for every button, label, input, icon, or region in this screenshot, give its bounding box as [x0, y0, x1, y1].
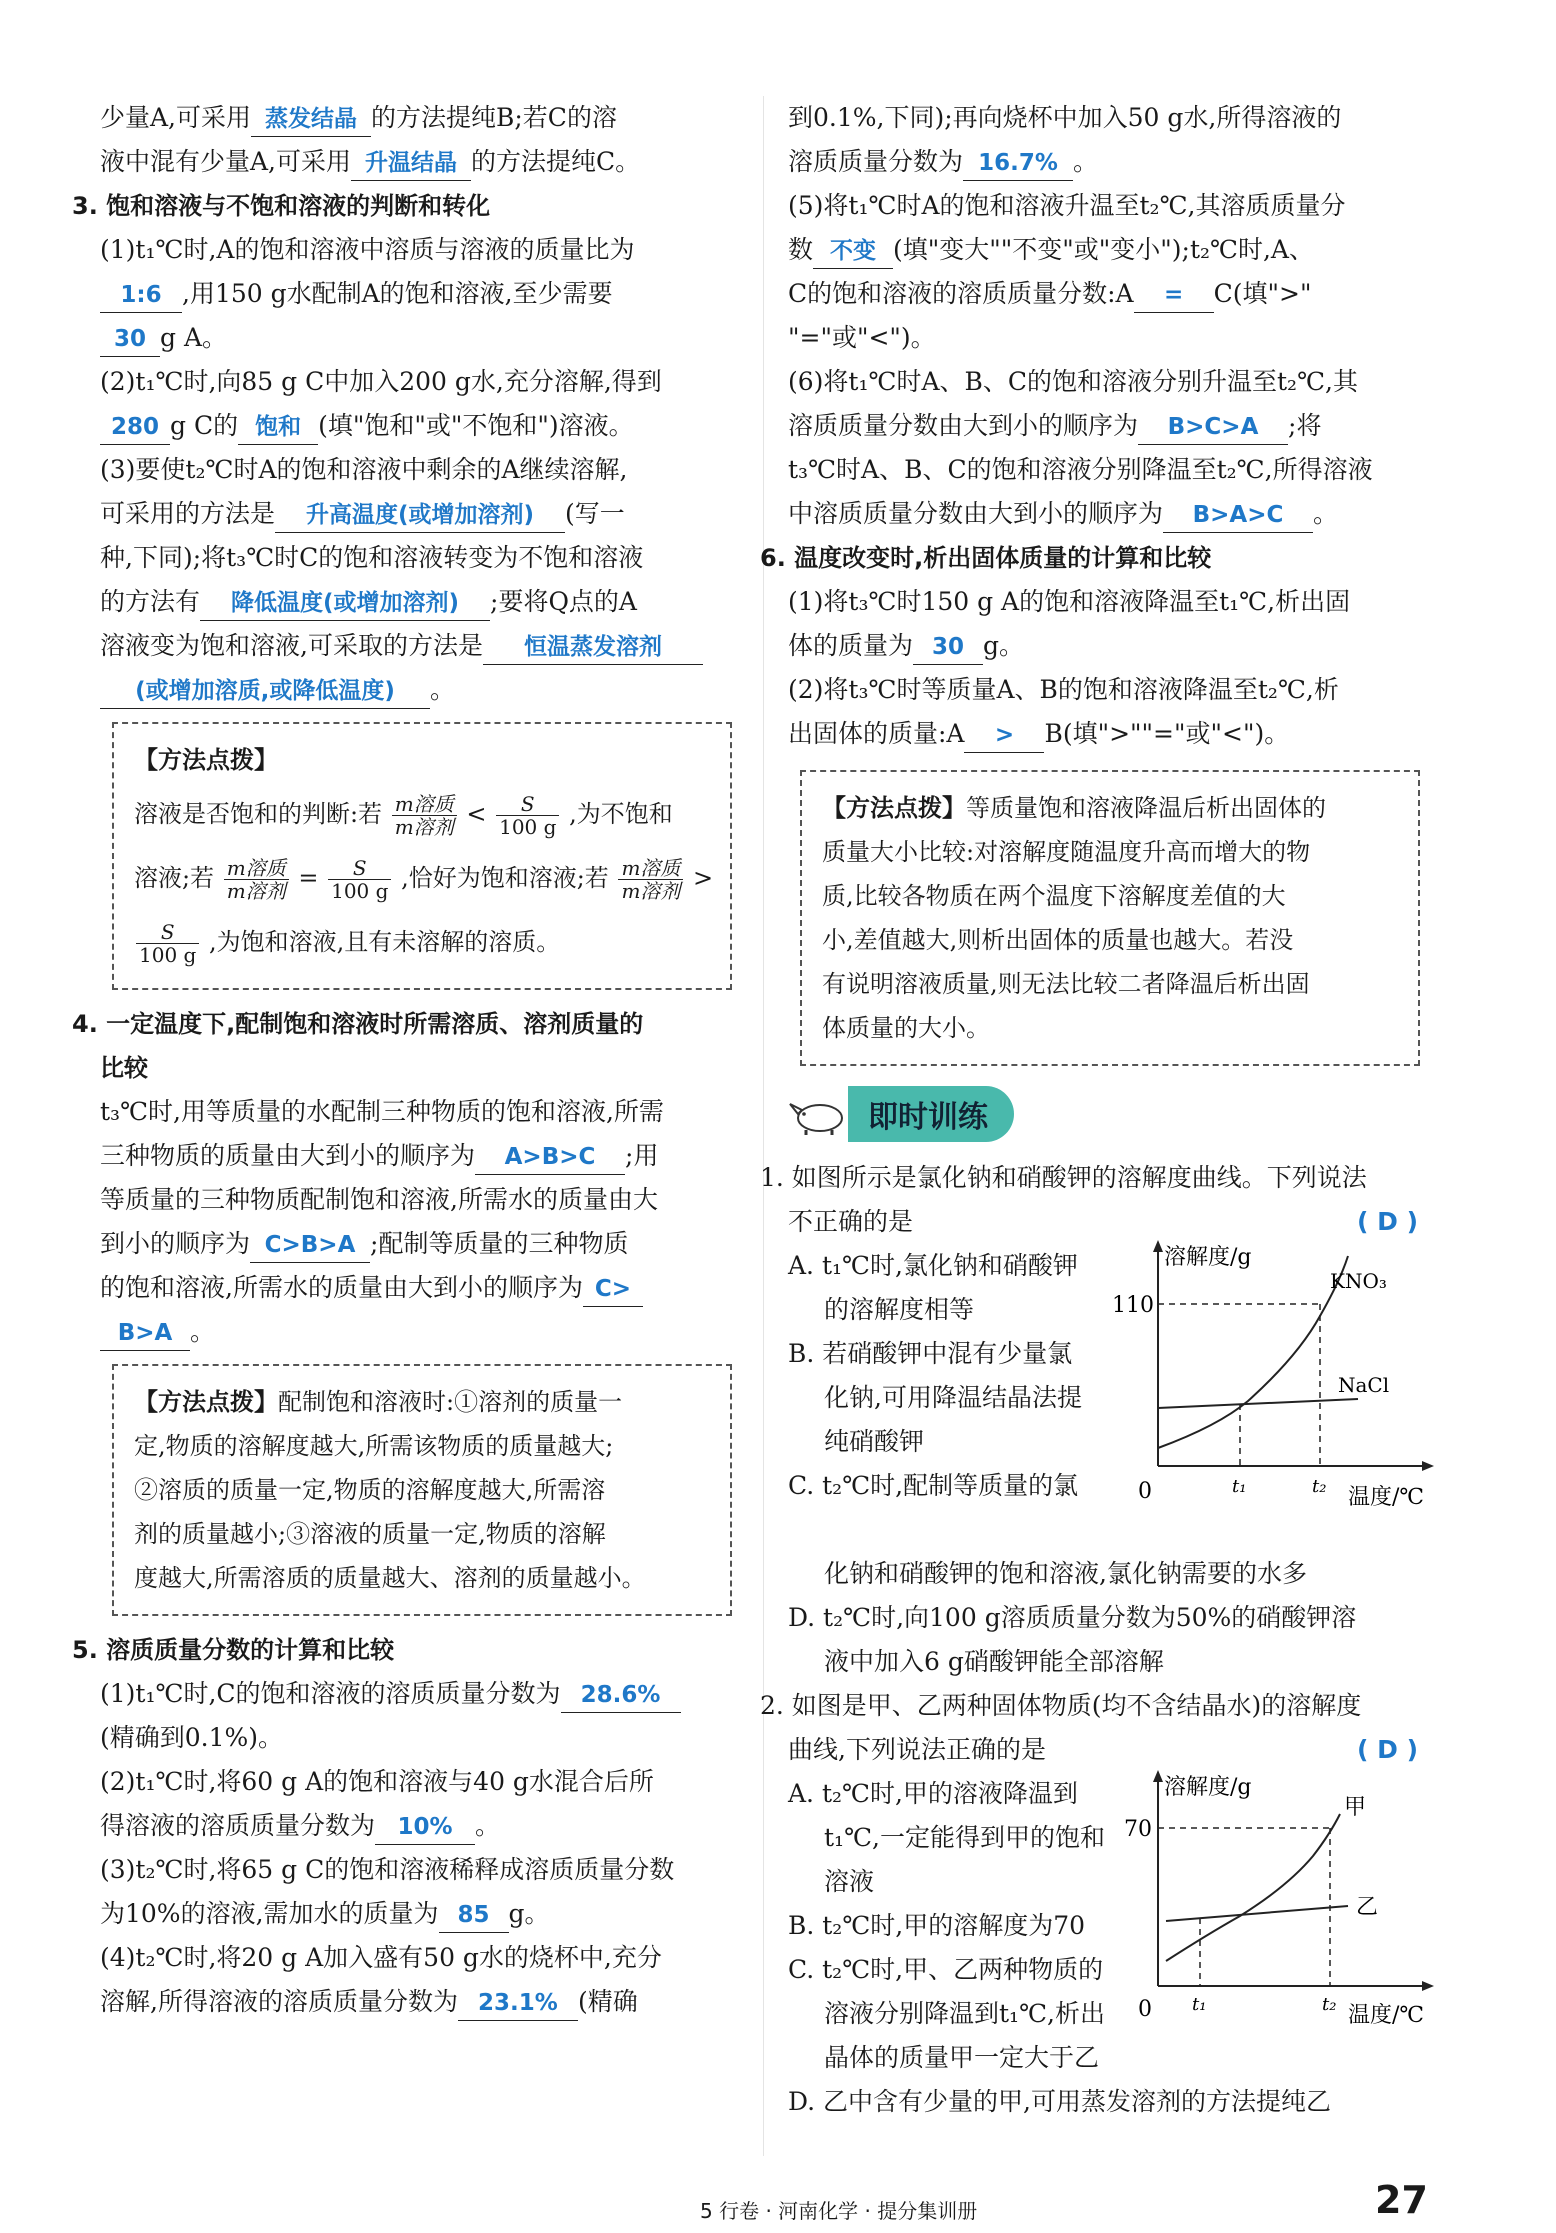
- answer-blank: B>A>C: [1163, 498, 1313, 533]
- yi-label: 乙: [1356, 1895, 1379, 1920]
- text-line: [788, 228, 1428, 272]
- question-2-options-graph: [788, 1772, 1428, 2036]
- text: ,用150 g水配制A的饱和溶液,至少需要: [182, 279, 613, 308]
- answer-blank: 降低温度(或增加溶剂): [200, 586, 490, 621]
- solubility-graph-jia-yi: [1108, 1766, 1438, 2036]
- answer-blank: 恒温蒸发溶剂: [483, 630, 703, 665]
- text: 得溶液的溶质质量分数为: [100, 1811, 376, 1840]
- text: 到小的顺序为: [100, 1229, 251, 1258]
- tip-label: 【方法点拨】: [822, 794, 966, 822]
- text-line: t₃℃时A、B、C的饱和溶液分别降温至t₂℃,所得溶液: [788, 455, 1373, 484]
- fraction: [392, 793, 457, 838]
- method-tip-box: [112, 1364, 732, 1616]
- text: g。: [508, 1899, 550, 1928]
- section-heading-6: 6. 温度改变时,析出固体质量的计算和比较: [760, 544, 1212, 572]
- answer-choice: ( D ): [1356, 1207, 1418, 1236]
- option-b: B. 若硝酸钾中混有少量氯: [788, 1339, 1073, 1368]
- option-d-cont: 液中加入6 g硝酸钾能全部溶解: [824, 1647, 1164, 1676]
- text-line: 等质量的三种物质配制饱和溶液,所需水的质量由大: [100, 1185, 658, 1214]
- text-line: [100, 1892, 740, 1936]
- text: ,为不饱和: [569, 800, 673, 828]
- numerator: m溶质: [392, 793, 457, 816]
- answer-blank: 30: [100, 322, 160, 357]
- text-line: [100, 1222, 740, 1266]
- text-line: [100, 1266, 740, 1310]
- text-line: [100, 404, 740, 448]
- option-a-cont: 的溶解度相等: [824, 1295, 975, 1324]
- option-c: C. t₂℃时,配制等质量的氯: [788, 1471, 1079, 1500]
- answer-blank: (或增加溶质,或降低温度): [100, 674, 430, 709]
- answer-blank: 10%: [375, 1810, 475, 1845]
- option-b-cont: 化钠,可用降温结晶法提: [824, 1383, 1082, 1412]
- text-line: (2)将t₃℃时等质量A、B的饱和溶液降温至t₂℃,析: [788, 675, 1339, 704]
- text-line: (3)t₂℃时,将65 g C的饱和溶液稀释成溶质质量分数: [100, 1855, 675, 1884]
- text: 。: [1313, 499, 1339, 528]
- x-tick-t2: t₂: [1322, 1994, 1337, 2015]
- text: 。: [1073, 147, 1099, 176]
- text-line: (1)将t₃℃时150 g A的饱和溶液降温至t₁℃,析出固: [788, 587, 1351, 616]
- text: 溶质质量分数为: [788, 147, 964, 176]
- text: 可采用的方法是: [100, 499, 276, 528]
- right-column: [760, 96, 1428, 2124]
- text-line: [788, 404, 1428, 448]
- text: 的饱和溶液,所需水的质量由大到小的顺序为: [100, 1273, 583, 1302]
- text-line: (精确到0.1%)。: [100, 1723, 284, 1752]
- text-line: (2)t₁℃时,将60 g A的饱和溶液与40 g水混合后所: [100, 1767, 654, 1796]
- text: 配制饱和溶液时:①溶剂的质量一: [278, 1388, 623, 1416]
- y-axis-label: 溶解度/g: [1164, 1245, 1252, 1270]
- text-line: [788, 492, 1428, 536]
- text: 。: [475, 1811, 501, 1840]
- text: C(填">": [1213, 279, 1312, 308]
- numerator: S: [136, 921, 199, 944]
- option-a: A. t₂℃时,甲的溶液降温到: [788, 1779, 1078, 1808]
- method-tip-box: [112, 722, 732, 990]
- text: (精确: [577, 1987, 638, 2016]
- answer-blank: >: [964, 718, 1044, 753]
- tip-line: [134, 846, 714, 910]
- numerator: S: [328, 857, 391, 880]
- text-line: [100, 96, 740, 140]
- option-c-cont: 溶液分别降温到t₁℃,析出: [824, 1999, 1105, 2028]
- tip-line: 质量大小比较:对溶解度随温度升高而增大的物: [822, 838, 1311, 866]
- tip-line: 剂的质量越小;③溶液的质量一定,物质的溶解: [134, 1520, 606, 1548]
- answer-blank: 饱和: [238, 410, 318, 445]
- text-line: [100, 1804, 740, 1848]
- question-1-stem: 1. 如图所示是氯化钠和硝酸钾的溶解度曲线。下列说法: [760, 1163, 1367, 1192]
- section-heading-4-cont: 比较: [100, 1054, 148, 1082]
- question-2-stem: 2. 如图是甲、乙两种固体物质(均不含结晶水)的溶解度: [760, 1691, 1362, 1720]
- answer-blank: 1:6: [100, 278, 182, 313]
- tip-line: 度越大,所需溶质的质量越大、溶剂的质量越小。: [134, 1564, 646, 1592]
- answer-blank: 升高温度(或增加溶剂): [275, 498, 565, 533]
- answer-blank: B>A: [100, 1316, 190, 1351]
- y-axis-arrow: [1153, 1240, 1163, 1252]
- text: 溶液变为饱和溶液,可采取的方法是: [100, 631, 483, 660]
- x-tick-t1: t₁: [1232, 1476, 1247, 1497]
- option-c-cont: 化钠和硝酸钾的饱和溶液,氯化钠需要的水多: [824, 1559, 1307, 1588]
- origin-label: 0: [1138, 1997, 1152, 2022]
- answer-blank: 28.6%: [561, 1678, 681, 1713]
- y-axis-arrow: [1153, 1770, 1163, 1782]
- text: (填"饱和"或"不饱和")溶液。: [318, 411, 634, 440]
- text-line: [788, 624, 1428, 668]
- text-line: [100, 1980, 740, 2024]
- tip-line: 小,差值越大,则析出固体的质量也越大。若没: [822, 926, 1294, 954]
- tip-line: 定,物质的溶解度越大,所需该物质的质量越大;: [134, 1432, 614, 1460]
- fraction: [496, 793, 559, 838]
- text-line: [100, 1134, 740, 1178]
- option-d: D. 乙中含有少量的甲,可用蒸发溶剂的方法提纯乙: [788, 2087, 1331, 2116]
- text-line: [100, 140, 740, 184]
- text: (1)t₁℃时,C的饱和溶液的溶质质量分数为: [100, 1679, 561, 1708]
- operator: =: [298, 864, 319, 892]
- text: 的方法有: [100, 587, 201, 616]
- text: C的饱和溶液的溶质质量分数:A: [788, 279, 1134, 308]
- numerator: S: [496, 793, 559, 816]
- text: (填"变大""不变"或"变小");t₂℃时,A、: [893, 235, 1314, 264]
- answer-blank: 16.7%: [963, 146, 1073, 181]
- answer-blank: C>B>A: [250, 1228, 370, 1263]
- answer-blank: 280: [100, 410, 170, 445]
- tip-line: [134, 782, 710, 846]
- section-heading-3: 3. 饱和溶液与不饱和溶液的判断和转化: [72, 192, 491, 220]
- text-line: [100, 624, 740, 668]
- x-axis-label: 温度/℃: [1348, 2003, 1425, 2028]
- text: ;将: [1288, 411, 1322, 440]
- text: 曲线,下列说法正确的是: [788, 1735, 1046, 1764]
- nacl-label: NaCl: [1338, 1373, 1390, 1397]
- answer-blank: B>C>A: [1138, 410, 1288, 445]
- answer-blank: 不变: [813, 234, 893, 269]
- option-a-cont: t₁℃,一定能得到甲的饱和: [824, 1823, 1105, 1852]
- jia-label: 甲: [1344, 1795, 1367, 1820]
- text: 溶解,所得溶液的溶质质量分数为: [100, 1987, 458, 2016]
- tip-line: [134, 1380, 710, 1424]
- x-axis-arrow: [1422, 1461, 1434, 1471]
- fraction: [224, 857, 289, 902]
- text: g A。: [160, 323, 228, 352]
- text: g C的: [170, 411, 239, 440]
- text-line: t₃℃时,用等质量的水配制三种物质的饱和溶液,所需: [100, 1097, 664, 1126]
- option-c: C. t₂℃时,甲、乙两种物质的: [788, 1955, 1104, 1984]
- section-heading-5: 5. 溶质质量分数的计算和比较: [72, 1636, 395, 1664]
- text: 。: [430, 675, 456, 704]
- option-a-cont: 溶液: [824, 1867, 875, 1896]
- footer-text: 5 行卷 · 河南化学 · 提分集训册: [700, 2199, 978, 2223]
- text: ;配制等质量的三种物质: [370, 1229, 629, 1258]
- text: 少量A,可采用: [100, 103, 252, 132]
- y-tick-70: 70: [1124, 1817, 1152, 1842]
- tip-label: 【方法点拨】: [134, 746, 278, 774]
- answer-choice: ( D ): [1356, 1735, 1418, 1764]
- text: 溶质质量分数由大到小的顺序为: [788, 411, 1139, 440]
- text: B(填">""="或"<")。: [1044, 719, 1290, 748]
- text: 液中混有少量A,可采用: [100, 147, 352, 176]
- solubility-graph-kno3-nacl: [1108, 1236, 1438, 1516]
- text-line: [100, 580, 740, 624]
- left-column: [72, 96, 740, 2024]
- tip-line: [822, 786, 1398, 830]
- tip-line: 质,比较各物质在两个温度下溶解度差值的大: [822, 882, 1286, 910]
- text: g。: [983, 631, 1025, 660]
- text-line: [788, 140, 1428, 184]
- text-line: [100, 492, 740, 536]
- operator: >: [693, 864, 714, 892]
- text-line: [100, 272, 740, 316]
- denominator: 100 g: [331, 879, 389, 903]
- answer-blank: 升温结晶: [351, 146, 471, 181]
- section-heading-4: 4. 一定温度下,配制饱和溶液时所需溶质、溶剂质量的: [72, 1010, 644, 1038]
- text: 溶液;若: [134, 864, 215, 892]
- column-divider: [763, 96, 764, 2156]
- text: 出固体的质量:A: [788, 719, 965, 748]
- denominator: 100 g: [499, 815, 557, 839]
- jia-curve: [1166, 1814, 1340, 1961]
- denominator: m溶剂: [394, 815, 454, 839]
- text-line: "="或"<")。: [788, 323, 936, 352]
- denominator: m溶剂: [226, 879, 286, 903]
- tip-line: [134, 910, 710, 974]
- kno3-label: KNO₃: [1330, 1269, 1387, 1293]
- text-line: 种,下同);将t₃℃时C的饱和溶液转变为不饱和溶液: [100, 543, 644, 572]
- x-axis-label: 温度/℃: [1348, 1485, 1425, 1510]
- text: ,为饱和溶液,且有未溶解的溶质。: [208, 928, 561, 956]
- text-line: (6)将t₁℃时A、B、C的饱和溶液分别升温至t₂℃,其: [788, 367, 1358, 396]
- text: ,恰好为饱和溶液;若: [401, 864, 609, 892]
- text: 三种物质的质量由大到小的顺序为: [100, 1141, 476, 1170]
- section-banner: [788, 1084, 1428, 1144]
- text: 中溶质质量分数由大到小的顺序为: [788, 499, 1164, 528]
- fraction: [328, 857, 391, 902]
- text: ;要将Q点的A: [490, 587, 637, 616]
- text-line: [100, 1672, 740, 1716]
- text: 的方法提纯C。: [471, 147, 641, 176]
- origin-label: 0: [1138, 1479, 1152, 1504]
- text-line: (4)t₂℃时,将20 g A加入盛有50 g水的烧杯中,充分: [100, 1943, 662, 1972]
- operator: <: [466, 800, 487, 828]
- answer-blank: 85: [439, 1898, 509, 1933]
- method-tip-box: [800, 770, 1420, 1066]
- text: 为10%的溶液,需加水的质量为: [100, 1899, 439, 1928]
- tip-line: [134, 738, 710, 782]
- numerator: m溶质: [618, 857, 683, 880]
- text-line: (2)t₁℃时,向85 g C中加入200 g水,充分溶解,得到: [100, 367, 662, 396]
- text-line: (1)t₁℃时,A的饱和溶液中溶质与溶液的质量比为: [100, 235, 635, 264]
- text: 等质量饱和溶液降温后析出固体的: [966, 794, 1326, 822]
- answer-blank: 蒸发结晶: [251, 102, 371, 137]
- text-line: [100, 316, 740, 360]
- text-line: [788, 712, 1428, 756]
- text: (写一: [565, 499, 625, 528]
- tip-line: 体质量的大小。: [822, 1014, 990, 1042]
- answer-blank: 30: [913, 630, 983, 665]
- text: 数: [788, 235, 814, 264]
- y-tick-110: 110: [1112, 1293, 1154, 1318]
- fraction: [618, 857, 683, 902]
- tip-label: 【方法点拨】: [134, 1388, 278, 1416]
- answer-blank: 23.1%: [458, 1986, 578, 2021]
- question-1-options-graph: [788, 1244, 1428, 1552]
- text-line: (5)将t₁℃时A的饱和溶液升温至t₂℃,其溶质质量分: [788, 191, 1346, 220]
- x-tick-t1: t₁: [1192, 1994, 1207, 2015]
- option-b: B. t₂℃时,甲的溶解度为70: [788, 1911, 1086, 1940]
- answer-blank: C>: [583, 1272, 643, 1307]
- fraction: [136, 921, 199, 966]
- text-line: [100, 1310, 740, 1354]
- text: 不正确的是: [788, 1207, 914, 1236]
- text-line: 到0.1%,下同);再向烧杯中加入50 g水,所得溶液的: [788, 103, 1342, 132]
- nacl-line: [1158, 1399, 1358, 1408]
- text: 。: [190, 1317, 216, 1346]
- text-line: (3)要使t₂℃时A的饱和溶液中剩余的A继续溶解,: [100, 455, 628, 484]
- rhino-icon: [788, 1092, 848, 1136]
- option-b-cont: 纯硝酸钾: [824, 1427, 925, 1456]
- denominator: m溶剂: [621, 879, 681, 903]
- answer-blank: =: [1134, 278, 1214, 313]
- text: 体的质量为: [788, 631, 914, 660]
- text-line: [100, 668, 740, 712]
- x-axis-arrow: [1422, 1981, 1434, 1991]
- numerator: m溶质: [224, 857, 289, 880]
- x-tick-t2: t₂: [1312, 1476, 1327, 1497]
- option-c-cont: 晶体的质量甲一定大于乙: [824, 2043, 1100, 2072]
- tip-line: ②溶质的质量一定,物质的溶解度越大,所需溶: [134, 1476, 606, 1504]
- option-d: D. t₂℃时,向100 g溶质质量分数为50%的硝酸钾溶: [788, 1603, 1357, 1632]
- denominator: 100 g: [139, 943, 197, 967]
- answer-blank: A>B>C: [475, 1140, 625, 1175]
- text: ;用: [625, 1141, 659, 1170]
- yi-line: [1166, 1906, 1348, 1921]
- option-a: A. t₁℃时,氯化钠和硝酸钾: [788, 1251, 1078, 1280]
- text: 的方法提纯B;若C的溶: [371, 103, 617, 132]
- tip-line: 有说明溶液质量,则无法比较二者降温后析出固: [822, 970, 1310, 998]
- banner-title: 即时训练: [848, 1086, 1014, 1142]
- y-axis-label: 溶解度/g: [1164, 1775, 1252, 1800]
- text-line: [788, 272, 1428, 316]
- page-number: 27: [1375, 2178, 1428, 2222]
- text: 溶液是否饱和的判断:若: [134, 800, 383, 828]
